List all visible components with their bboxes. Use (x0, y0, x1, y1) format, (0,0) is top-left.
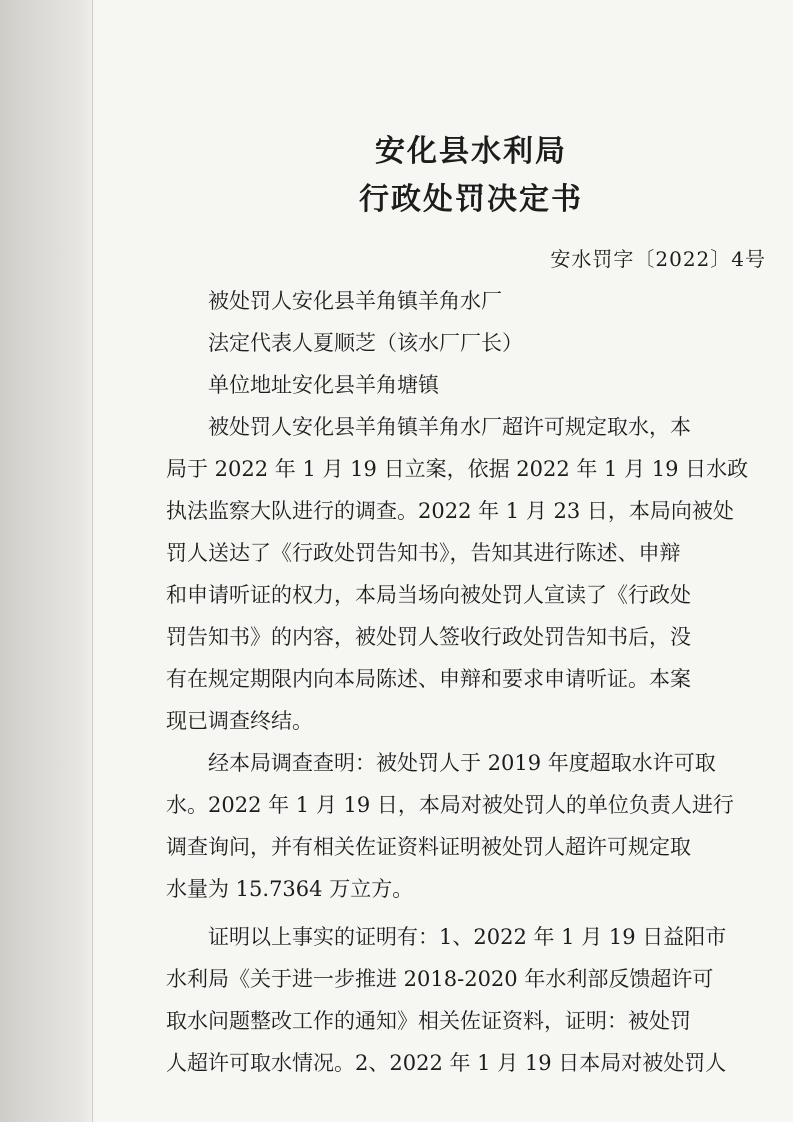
paragraph-findings (166, 742, 776, 910)
paragraph-line: 罚人送达了《行政处罚告知书》，告知其进行陈述、申辩 (166, 541, 681, 565)
title-agency: 安化县水利局 (375, 134, 567, 169)
paragraph-line: 罚告知书》的内容，被处罚人签收行政处罚告知书后，没 (166, 625, 691, 649)
paragraph-line: 水利局《关于进一步推进 2018-2020 年水利部反馈超许可 (166, 967, 714, 991)
paragraph-line: 调查询问，并有相关佐证资料证明被处罚人超许可规定取 (166, 835, 691, 859)
paragraph-line: 证明以上事实的证明有：1、2022 年 1 月 19 日益阳市 (208, 925, 727, 949)
paragraph-line: 执法监察大队进行的调查。2022 年 1 月 23 日，本局向被处 (166, 499, 734, 523)
party-line: 单位地址安化县羊角塘镇 (208, 373, 439, 397)
document-number: 安水罚字〔2022〕4号 (550, 247, 766, 271)
paragraph-line: 和申请听证的权力，本局当场向被处罚人宣读了《行政处 (166, 583, 691, 607)
paragraph-line: 水。2022 年 1 月 19 日，本局对被处罚人的单位负责人进行 (166, 793, 734, 817)
paragraph-line: 现已调查终结。 (166, 709, 313, 733)
paragraph-line: 局于 2022 年 1 月 19 日立案，依据 2022 年 1 月 19 日水政 (166, 457, 749, 481)
party-info (166, 280, 776, 406)
document-content (166, 128, 776, 1084)
paragraph-line: 经本局调查查明：被处罚人于 2019 年度超取水许可取 (208, 751, 716, 775)
paragraph-evidence (166, 916, 776, 1084)
paragraph-line: 人超许可取水情况。2、2022 年 1 月 19 日本局对被处罚人 (166, 1051, 727, 1075)
party-line: 法定代表人夏顺芝（该水厂厂长） (208, 331, 523, 355)
title-document-type: 行政处罚决定书 (359, 182, 583, 217)
paragraph-line: 取水问题整改工作的通知》相关佐证资料，证明：被处罚 (166, 1009, 691, 1033)
paragraph-line: 水量为 15.7364 万立方。 (166, 877, 414, 901)
paragraph-line: 有在规定期限内向本局陈述、申辩和要求申请听证。本案 (166, 667, 691, 691)
paragraph-case-filing (166, 406, 776, 742)
paragraph-line: 被处罚人安化县羊角镇羊角水厂超许可规定取水，本 (208, 415, 691, 439)
document-page (92, 0, 793, 1122)
party-line: 被处罚人安化县羊角镇羊角水厂 (208, 289, 502, 313)
binding-shadow (0, 0, 92, 1122)
